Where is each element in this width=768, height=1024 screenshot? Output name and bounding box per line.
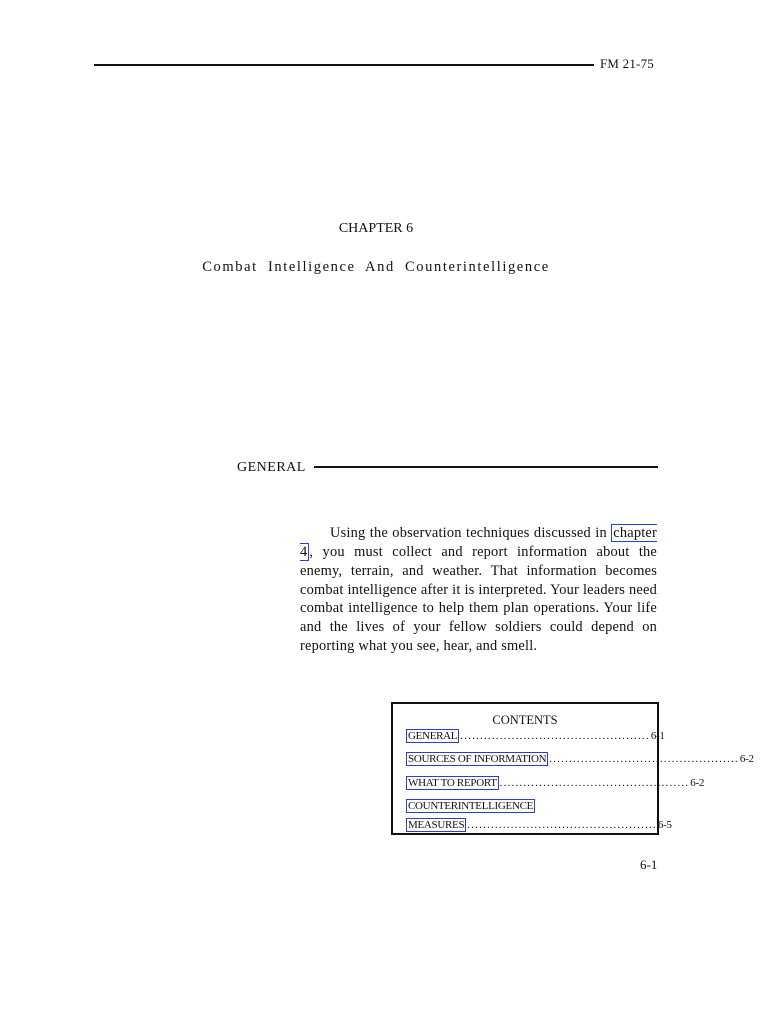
toc-link-measures[interactable]: MEASURES [408,819,465,831]
toc-link-what-to-report[interactable]: WHAT TO REPORT [408,777,497,789]
toc-page: 6-2 [690,777,705,789]
toc-page: 6-2 [739,753,754,765]
toc-link-counterintelligence[interactable]: COUNTERINTELLIGENCE [408,800,534,812]
manual-id: FM 21-75 [600,56,654,71]
header-rule [94,64,594,66]
toc-leader: ................................................ [549,753,739,765]
toc-page: 6-5 [657,819,672,831]
paragraph-rest: , you must collect and report information about the enemy, terrain, and weather. That information becomes combat intelligence after it is interpreted. Your leaders need combat intelligence to help them plan operations. Your life and the lives of your fellow soldiers could depend on reporting what you see, hear, and smell. [300,544,657,654]
toc-link-general[interactable]: GENERAL [408,730,458,742]
toc-page: 6-1 [650,730,665,742]
chapter-title: Combat Intelligence And Counterintelligence [202,259,550,275]
toc-leader: ................................................ [460,730,650,742]
toc-entry-counterintelligence-line2 [406,818,672,832]
toc-leader: ................................................ [467,819,657,831]
section-heading: GENERAL [237,460,306,475]
paragraph-lead: Using the observation techniques discussed in [330,525,607,542]
toc-link-sources-of-information[interactable]: SOURCES OF INFORMATION [408,753,547,765]
chapter-number: CHAPTER 6 [338,221,414,236]
section-rule [314,466,658,468]
contents-title: CONTENTS [492,713,558,727]
section-paragraph [300,524,657,655]
toc-leader: ................................................ [499,777,690,789]
page-number: 6-1 [640,857,658,872]
toc-entry-general [406,729,665,743]
chapter-4-link[interactable]: chapter 4 [300,525,657,561]
contents-box [391,702,754,835]
toc-entry-sources [406,752,754,766]
toc-entry-counterintelligence-line1 [406,800,535,812]
toc-entry-what-to-report [406,776,705,790]
